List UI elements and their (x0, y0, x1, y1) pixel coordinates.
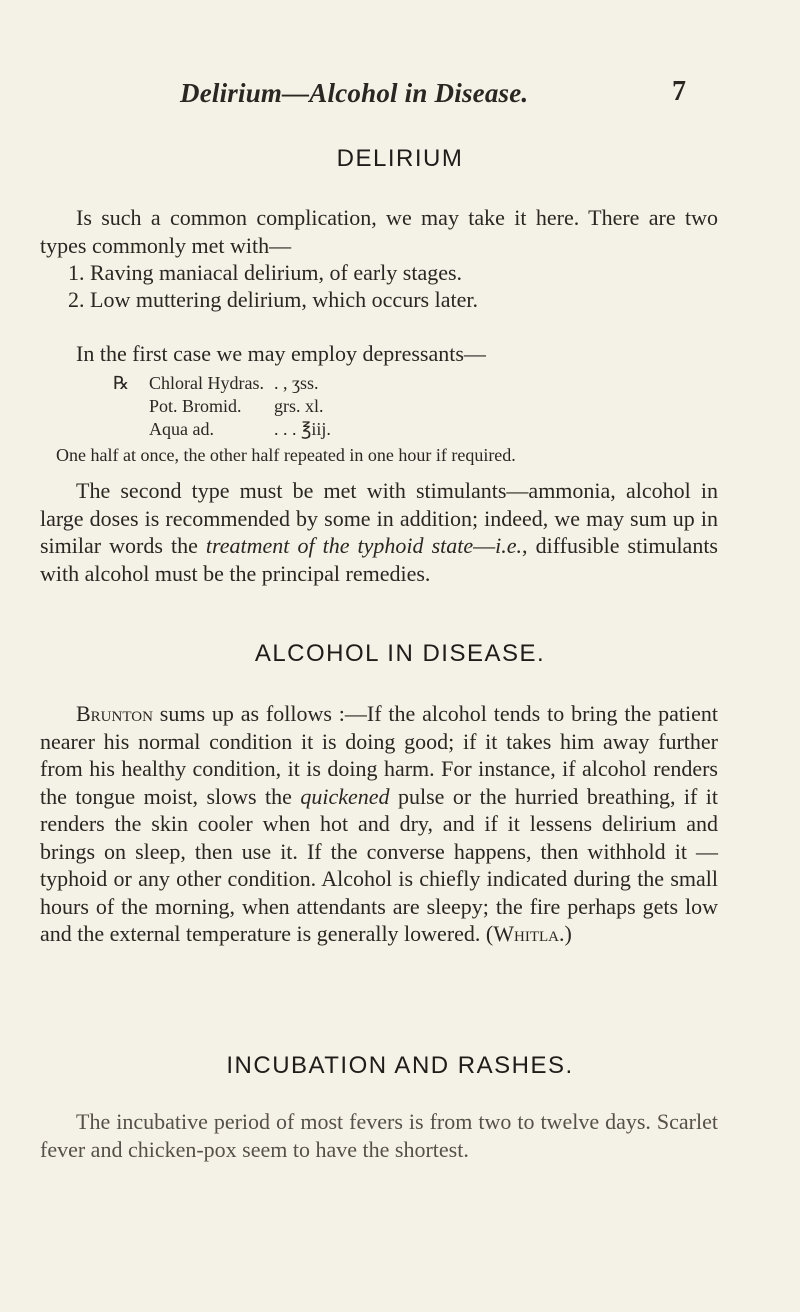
prescription-drug: Chloral Hydras. (149, 373, 264, 393)
second-type-text-part: The second type must be met with stimulants—ammonia, alcohol in large doses is recommended by some in addition; indeed, we may sum up in similar words the (40, 478, 718, 558)
incubation-paragraph (40, 1108, 718, 1163)
page-number: 7 (672, 76, 686, 107)
prescription-row (113, 395, 331, 418)
source-name: Whitla (493, 921, 559, 946)
alcohol-text-part: .) (558, 921, 572, 946)
recipe-symbol: ℞ (113, 373, 130, 393)
first-case-paragraph (40, 340, 718, 368)
delirium-intro-paragraph (40, 204, 718, 259)
alcohol-text-part: pulse or the hurried breathing, if it renders the skin cooler when hot and dry, and if it lessens delirium and brings on sleep, then use it. If the converse happens, then withhold it — typhoid or any other condition. Alcohol is chiefly indicated during the small hours of the morning, when attendants are sleepy; the fire perhaps gets low and the external temperature is generally lowered. ( (40, 783, 718, 946)
prescription-quantity: . , ʒss. (274, 373, 319, 393)
delirium-types-list (68, 259, 718, 313)
prescription-row (113, 418, 331, 441)
italic-phrase: i.e. (495, 533, 523, 558)
prescription-note: One half at once, the other half repeated in one hour if required. (56, 445, 516, 465)
section-heading-alcohol: ALCOHOL IN DISEASE. (254, 640, 546, 667)
italic-phrase: treatment of the typhoid state (205, 533, 474, 558)
section-heading-incubation: INCUBATION AND RASHES. (226, 1052, 574, 1079)
prescription-quantity: grs. xl. (274, 396, 324, 416)
section-heading-delirium: DELIRIUM (336, 145, 464, 172)
incubation-text: The incubative period of most fevers is from two to twelve days. Scarlet fever and chicken-pox seem to have the shortest. (40, 1109, 718, 1162)
second-type-text-part: — (473, 533, 496, 558)
recipe-symbol (113, 395, 149, 418)
prescription-quantity: . . . ℥iij. (274, 419, 331, 439)
alcohol-paragraph (40, 700, 718, 948)
second-type-paragraph (40, 477, 718, 587)
first-case-text: In the first case we may employ depressants— (76, 341, 486, 366)
prescription-row (113, 372, 331, 395)
alcohol-text (40, 700, 718, 948)
list-item: 2. Low muttering delirium, which occurs later. (68, 287, 478, 312)
italic-phrase: quickened (300, 783, 390, 809)
list-item: 1. Raving maniacal delirium, of early stages. (68, 260, 463, 285)
second-type-text-part: , diffusible stimulants with alcohol must be the principal remedies. (40, 533, 718, 586)
second-type-text (40, 477, 718, 587)
alcohol-text-part: sums up as follows :—If the alcohol tends to bring the patient nearer his normal condition it is doing good; if it takes him away further from his healthy condition, it is doing harm. For instance, if alcohol renders the tongue moist, slows the (40, 701, 718, 809)
prescription (113, 372, 331, 441)
running-head (0, 78, 800, 118)
author-name: Brunton (76, 701, 153, 726)
prescription-drug: Aqua ad. (149, 419, 214, 439)
recipe-symbol (113, 418, 149, 441)
delirium-intro: Is such a common complication, we may take it here. There are two types commonly met with— (40, 205, 718, 258)
running-title: Delirium—Alcohol in Disease. (180, 78, 529, 108)
prescription-drug: Pot. Bromid. (149, 396, 242, 416)
